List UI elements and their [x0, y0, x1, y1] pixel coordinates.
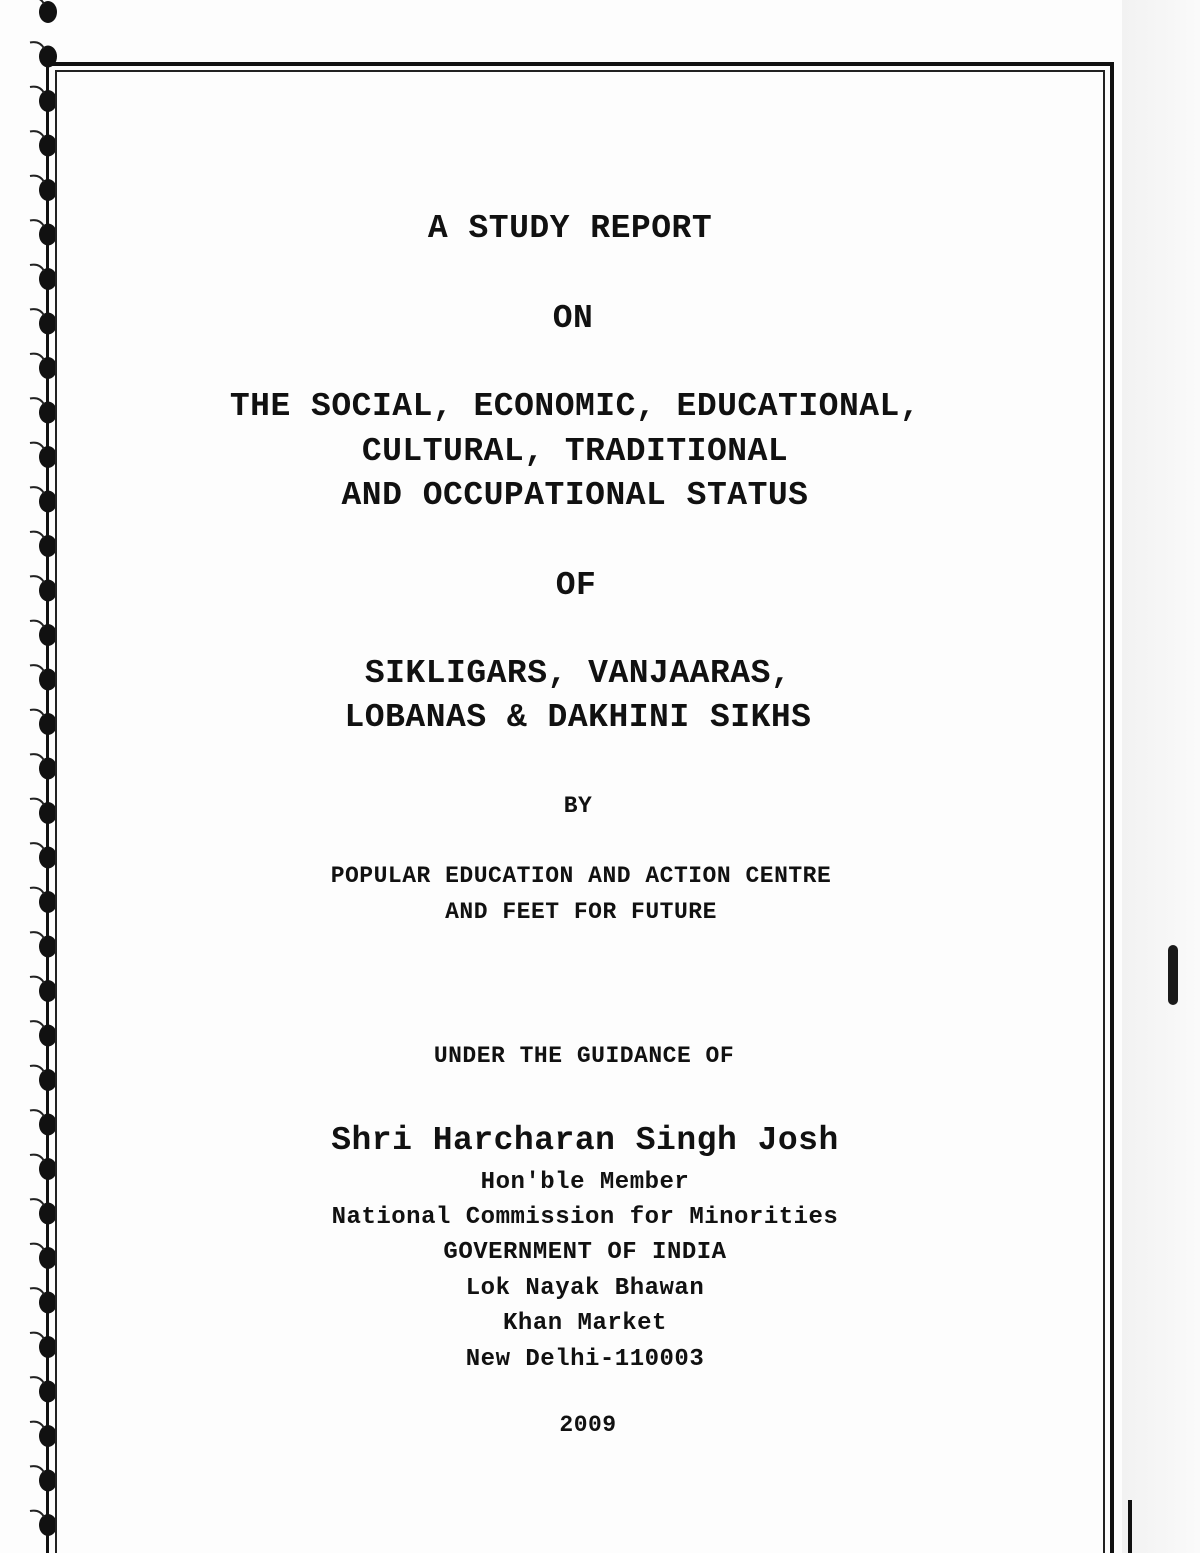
communities-line-2: LOBANAS & DAKHINI SIKHS — [344, 699, 812, 736]
binding-wire — [30, 87, 44, 93]
binding-wire — [30, 42, 44, 48]
binding-wire — [30, 621, 44, 627]
binding-wire — [30, 1021, 44, 1027]
report-year: 2009 — [559, 1412, 617, 1438]
of-label: OF — [555, 567, 597, 604]
subject-line-3: AND OCCUPATIONAL STATUS — [341, 477, 809, 514]
binding-wire — [30, 1466, 44, 1472]
binding-wire — [30, 977, 44, 983]
binding-wire — [30, 532, 44, 538]
scan-edge-line — [1128, 1500, 1132, 1553]
communities-line-1: SIKLIGARS, VANJAARAS, — [364, 655, 792, 692]
subject-line-2: CULTURAL, TRADITIONAL — [361, 433, 789, 470]
author-line-1: POPULAR EDUCATION AND ACTION CENTRE — [330, 863, 832, 889]
subject-line-1: THE SOCIAL, ECONOMIC, EDUCATIONAL, — [229, 388, 921, 425]
guide-name: Shri Harcharan Singh Josh — [331, 1122, 839, 1159]
guidance-label: UNDER THE GUIDANCE OF — [433, 1043, 735, 1069]
on-label: ON — [552, 300, 594, 337]
binding-wire — [30, 176, 44, 182]
by-label: BY — [563, 793, 593, 819]
binding-wire — [30, 0, 44, 4]
binding-wire — [30, 265, 44, 271]
binding-wire — [30, 843, 44, 849]
binding-wire — [30, 1377, 44, 1383]
guide-building: Lok Nayak Bhawan — [465, 1275, 705, 1302]
author-line-2: AND FEET FOR FUTURE — [445, 899, 717, 925]
scan-edge-mark — [1168, 945, 1178, 1005]
guide-government: GOVERNMENT OF INDIA — [443, 1239, 727, 1266]
guide-commission: National Commission for Minorities — [331, 1204, 839, 1231]
binding-wire — [30, 1511, 44, 1517]
binding-wire — [30, 1110, 44, 1116]
binding-wire — [30, 754, 44, 760]
guide-city: New Delhi-110003 — [465, 1346, 705, 1373]
binding-wire — [30, 354, 44, 360]
binding-wire — [30, 932, 44, 938]
guide-area: Khan Market — [503, 1310, 667, 1337]
report-title: A STUDY REPORT — [427, 210, 713, 247]
binding-ring — [39, 1, 57, 23]
guide-title: Hon'ble Member — [480, 1169, 690, 1196]
binding-wire — [30, 131, 44, 137]
